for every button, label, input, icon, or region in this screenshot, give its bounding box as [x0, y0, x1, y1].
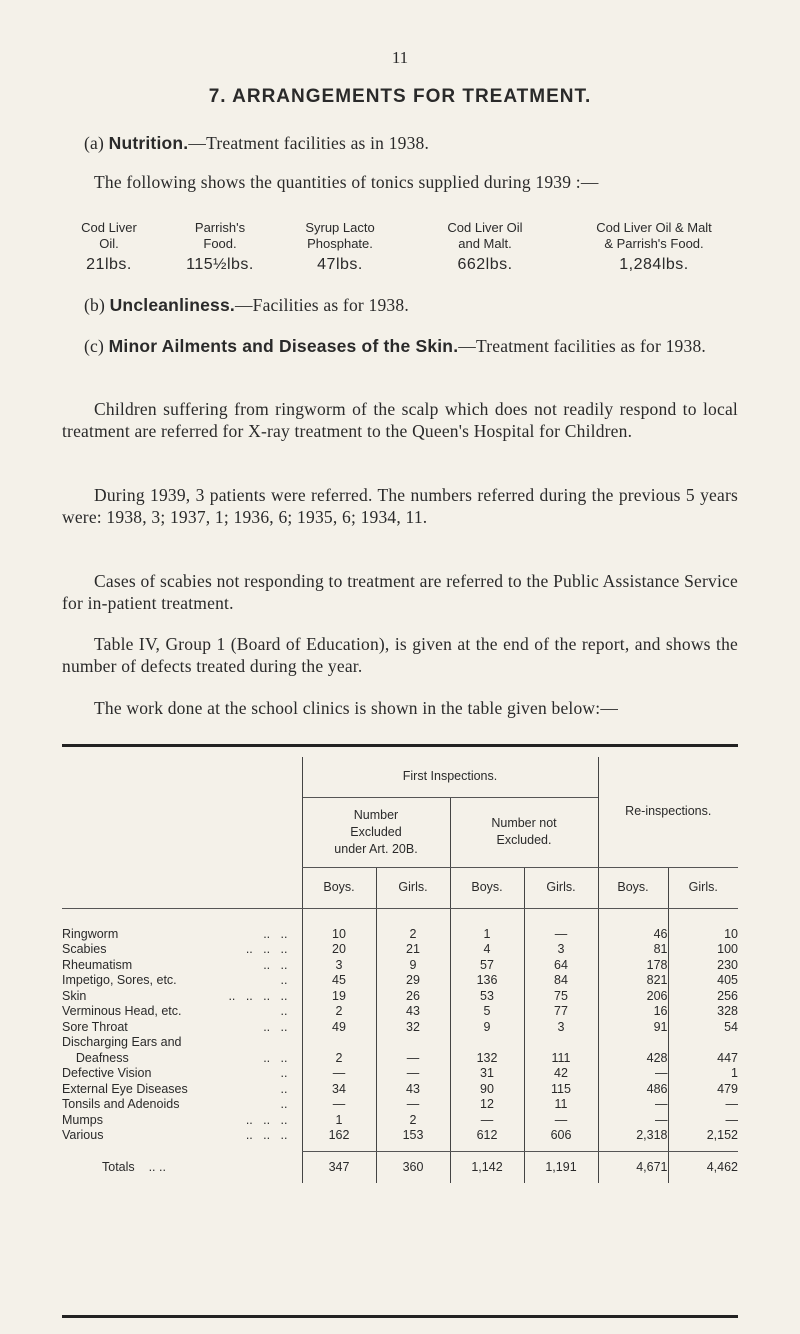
excluded-header — [302, 797, 450, 867]
table-cell: 328 — [668, 1004, 738, 1020]
row-label: Discharging Ears and — [62, 1035, 182, 1050]
table-row — [62, 1128, 738, 1144]
tonic-quantity: 115½lbs. — [186, 256, 254, 273]
table-row — [62, 1081, 738, 1097]
uncleanliness-label: (b) — [84, 295, 106, 315]
table-cell: — — [524, 926, 598, 942]
table-cell: 2 — [376, 1112, 450, 1128]
uncleanliness-text: —Facilities as for 1938. — [234, 295, 409, 315]
table-cell: — — [302, 1066, 376, 1082]
table-cell: 5 — [450, 1004, 524, 1020]
table-cell: 3 — [524, 942, 598, 958]
table-cell: 2 — [376, 926, 450, 942]
table-cell — [598, 1035, 668, 1051]
minor-ailments-title: Minor Ailments and Diseases of the Skin. — [108, 336, 459, 356]
nutrition-title: Nutrition. — [108, 133, 189, 153]
row-label: Verminous Head, etc. .. — [62, 1004, 288, 1019]
tonic-item — [54, 220, 164, 274]
table-cell: — — [598, 1066, 668, 1082]
table-cell: 153 — [376, 1128, 450, 1144]
table-cell: 4 — [450, 942, 524, 958]
table-row — [62, 988, 738, 1004]
tonic-name: Food. — [203, 235, 237, 251]
table-cell: 132 — [450, 1050, 524, 1066]
table-row — [62, 1112, 738, 1128]
table-cell: 230 — [668, 957, 738, 973]
table-cell — [302, 1035, 376, 1051]
row-label: Skin .. .. .. .. — [62, 988, 288, 1003]
table-row — [62, 1050, 738, 1066]
nutrition-text: —Treatment facilities as in 1938. — [188, 133, 430, 153]
nutrition-label: (a) — [84, 133, 105, 153]
totals-cell: 1,142 — [450, 1151, 524, 1183]
tonic-item — [568, 220, 740, 274]
minor-ailments-paragraph — [62, 335, 738, 357]
table-cell: 20 — [302, 942, 376, 958]
referred-paragraph: During 1939, 3 patients were referred. The numbers referred during the previous 5 years were: 1938, 3; 1937, 1; 1936, 6; 1935, 6; 1934, 11. — [62, 485, 738, 527]
excluded-header-line: Excluded — [350, 824, 402, 839]
table-cell: 2,152 — [668, 1128, 738, 1144]
tonic-name: Syrup Lacto — [305, 220, 375, 235]
totals-cell: 4,462 — [668, 1151, 738, 1183]
table-cell: 100 — [668, 942, 738, 958]
table-bottom-rule — [62, 1315, 738, 1318]
col-boys: Boys. — [302, 867, 376, 907]
row-label: Mumps .. .. .. — [62, 1112, 288, 1127]
tonic-name: Phosphate. — [307, 235, 373, 251]
scabies-paragraph: Cases of scabies not responding to treatment are referred to the Public Assistance Service for in-patient treatment. — [62, 571, 738, 613]
tonic-name: & Parrish's Food. — [604, 235, 704, 251]
tonic-quantity: 47lbs. — [317, 256, 363, 273]
table-cell: — — [376, 1097, 450, 1113]
row-label: Sore Throat .. .. — [62, 1019, 288, 1034]
col-girls: Girls. — [668, 867, 738, 907]
minor-ailments-text: —Treatment facilities as for 1938. — [458, 336, 706, 356]
table-top-rule — [62, 744, 738, 747]
table-cell: 10 — [302, 926, 376, 942]
table-cell: — — [668, 1112, 738, 1128]
table-cell: 75 — [524, 988, 598, 1004]
table-cell: 26 — [376, 988, 450, 1004]
table-cell: — — [376, 1050, 450, 1066]
table-row — [62, 1035, 738, 1051]
table-cell: 111 — [524, 1050, 598, 1066]
table-cell: 21 — [376, 942, 450, 958]
col-girls: Girls. — [376, 867, 450, 907]
clinics-paragraph: The work done at the school clinics is shown in the table given below:— — [94, 698, 619, 718]
table-cell: 479 — [668, 1081, 738, 1097]
table-row — [62, 1066, 738, 1082]
table-row — [62, 973, 738, 989]
table-cell: 405 — [668, 973, 738, 989]
tonic-item — [410, 220, 560, 274]
table-cell: — — [450, 1112, 524, 1128]
table-iv-paragraph: Table IV, Group 1 (Board of Education), is given at the end of the report, and shows the number of defects treated during the year. — [62, 634, 738, 676]
tonic-name: Cod Liver Oil — [447, 220, 523, 235]
table-cell: 84 — [524, 973, 598, 989]
table-cell: 1 — [302, 1112, 376, 1128]
tonic-name: Parrish's — [194, 220, 246, 235]
row-label: Impetigo, Sores, etc. .. — [62, 973, 288, 988]
table-cell: 90 — [450, 1081, 524, 1097]
tonic-name: Cod Liver Oil & Malt — [596, 220, 712, 235]
ringworm-paragraph: Children suffering from ringworm of the scalp which does not readily respond to local treatment are referred for X-ray treatment to the Queen's Hospital for Children. — [62, 399, 738, 441]
table-cell: 57 — [450, 957, 524, 973]
table-cell: 206 — [598, 988, 668, 1004]
table-cell: 486 — [598, 1081, 668, 1097]
table-cell: 46 — [598, 926, 668, 942]
row-label: Deafness .. .. — [62, 1050, 288, 1065]
table-cell: 45 — [302, 973, 376, 989]
table-cell: 606 — [524, 1128, 598, 1144]
tonic-quantity: 21lbs. — [86, 256, 132, 273]
table-cell: 77 — [524, 1004, 598, 1020]
tonic-name: Cod Liver — [81, 220, 137, 235]
totals-cell: 4,671 — [598, 1151, 668, 1183]
table-row — [62, 926, 738, 942]
table-cell: 19 — [302, 988, 376, 1004]
not-excluded-header — [450, 797, 598, 867]
table-cell: 9 — [376, 957, 450, 973]
table-cell: 2 — [302, 1050, 376, 1066]
uncleanliness-title: Uncleanliness. — [109, 295, 235, 315]
section-heading: 7. ARRANGEMENTS FOR TREATMENT. — [208, 86, 592, 107]
table-cell: 1 — [450, 926, 524, 942]
table-cell: 32 — [376, 1019, 450, 1035]
tonic-item — [280, 220, 400, 274]
first-inspections-header: First Inspections. — [302, 757, 598, 797]
table-cell: — — [598, 1112, 668, 1128]
col-boys: Boys. — [598, 867, 668, 907]
totals-label: Totals .. .. — [102, 1160, 166, 1174]
table-cell: — — [598, 1097, 668, 1113]
table-cell: 3 — [302, 957, 376, 973]
table-cell — [524, 1035, 598, 1051]
tonic-quantity: 662lbs. — [457, 256, 513, 273]
table-cell: — — [302, 1097, 376, 1113]
table-cell: 2 — [302, 1004, 376, 1020]
tonic-item — [160, 220, 280, 274]
table-row — [62, 1019, 738, 1035]
totals-cell: 347 — [302, 1151, 376, 1183]
table-cell — [376, 1035, 450, 1051]
table-cell: 34 — [302, 1081, 376, 1097]
minor-ailments-label: (c) — [84, 336, 105, 356]
table-cell: — — [524, 1112, 598, 1128]
row-label: Defective Vision .. — [62, 1066, 288, 1081]
not-excluded-header-line: Excluded. — [496, 833, 552, 847]
table-cell: 42 — [524, 1066, 598, 1082]
row-label: Scabies .. .. .. — [62, 942, 288, 957]
totals-cell: 1,191 — [524, 1151, 598, 1183]
table-cell: 136 — [450, 973, 524, 989]
table-cell: 428 — [598, 1050, 668, 1066]
table-cell: — — [668, 1097, 738, 1113]
clinic-work-table — [62, 757, 738, 1183]
table-cell: 53 — [450, 988, 524, 1004]
table-cell: 10 — [668, 926, 738, 942]
table-cell: 43 — [376, 1004, 450, 1020]
tonic-quantity: 1,284lbs. — [619, 256, 689, 273]
reinspections-header: Re-inspections. — [598, 757, 738, 867]
table-cell: 612 — [450, 1128, 524, 1144]
table-cell: 12 — [450, 1097, 524, 1113]
table-cell: 16 — [598, 1004, 668, 1020]
table-cell: 256 — [668, 988, 738, 1004]
table-row — [62, 1004, 738, 1020]
table-cell: 1 — [668, 1066, 738, 1082]
tonic-name: Oil. — [99, 235, 119, 251]
table-cell: 9 — [450, 1019, 524, 1035]
tonic-name: and Malt. — [458, 235, 512, 251]
table-cell: — — [376, 1066, 450, 1082]
table-cell: 162 — [302, 1128, 376, 1144]
table-cell — [450, 1035, 524, 1051]
table-row — [62, 942, 738, 958]
not-excluded-header-line: Number not — [491, 816, 557, 830]
table-row — [62, 957, 738, 973]
table-cell — [668, 1035, 738, 1051]
table-body — [62, 908, 738, 1143]
row-label: Tonsils and Adenoids .. — [62, 1097, 288, 1112]
table-cell: 178 — [598, 957, 668, 973]
row-label: Various .. .. .. — [62, 1128, 288, 1143]
table-cell: 31 — [450, 1066, 524, 1082]
totals-row — [62, 1151, 738, 1183]
uncleanliness-paragraph — [62, 294, 738, 316]
table-corner — [62, 757, 302, 907]
table-cell: 54 — [668, 1019, 738, 1035]
table-cell: 91 — [598, 1019, 668, 1035]
table-cell: 49 — [302, 1019, 376, 1035]
page-number: 11 — [391, 48, 409, 67]
tonics-intro: The following shows the quantities of tonics supplied during 1939 :— — [94, 172, 599, 192]
col-girls: Girls. — [524, 867, 598, 907]
excluded-header-line: Number — [353, 807, 399, 822]
table-cell: 64 — [524, 957, 598, 973]
table-cell: 3 — [524, 1019, 598, 1035]
table-cell: 29 — [376, 973, 450, 989]
table-cell: 115 — [524, 1081, 598, 1097]
table-row — [62, 1097, 738, 1113]
col-boys: Boys. — [450, 867, 524, 907]
row-label: Rheumatism .. .. — [62, 957, 288, 972]
nutrition-paragraph — [62, 132, 738, 154]
table-cell: 447 — [668, 1050, 738, 1066]
table-cell: 821 — [598, 973, 668, 989]
table-cell: 81 — [598, 942, 668, 958]
table-cell: 2,318 — [598, 1128, 668, 1144]
table-cell: 11 — [524, 1097, 598, 1113]
row-label: External Eye Diseases .. — [62, 1081, 288, 1096]
totals-cell: 360 — [376, 1151, 450, 1183]
excluded-header-line: under Art. 20B. — [334, 841, 418, 856]
table-cell: 43 — [376, 1081, 450, 1097]
row-label: Ringworm .. .. — [62, 926, 288, 941]
